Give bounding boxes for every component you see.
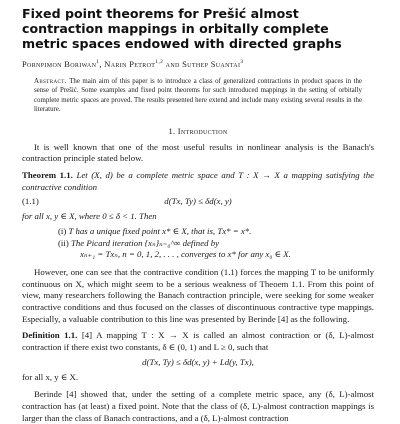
- theorem-statement: Let (X, d) be a complete metric space and T : X → X a mapping satisfying the contractive condition: [22, 170, 375, 192]
- author-affiliation: 3: [240, 59, 244, 66]
- definition-label: Definition 1.1.: [22, 330, 78, 341]
- equation: d(Tx, Ty) ≤ δd(x, y): [164, 196, 232, 207]
- theorem-item: [22, 238, 374, 250]
- definition-condition: for all x, y ∈ X.: [22, 371, 79, 382]
- definition-block: [22, 330, 374, 353]
- item-text: T has a unique fixed point x* ∈ X, that is, Tx* = x*.: [68, 225, 252, 236]
- paper-body: [22, 142, 374, 424]
- equation-number: (1.1): [22, 196, 39, 207]
- paper-title: Fixed point theorems for Prešić almost contraction mappings in orbitally complete metric spaces endowed with directed graphs: [22, 6, 342, 51]
- item-text: The Picard iteration {xₙ}ₙ₌₀^∞ defined by: [70, 237, 220, 248]
- body-paragraph: However, one can see that the contractive condition (1.1) forces the mapping T to be uniformly continuous on X, which might seem to be a serious weakness of Theoem 1.1. From this point of view, many researchers following the Banach contraction principle, were seeking for some weaker contractive conditions and thus focused on the classes of discontinuous contractive type mappings. Especially, a valuable contribution to this line was presented by Berinde [4] as the following.: [22, 266, 374, 324]
- section-heading: 1. Introduction: [168, 126, 228, 136]
- definition-text: [4] A mapping T : X → X is called an almost contraction or (δ, L)-almost contraction if there exist two constants, δ ∈ (0, 1) and L ≥ 0, such that: [22, 330, 375, 353]
- author-name: Suthep Suantai: [182, 60, 241, 69]
- theorem-block: [22, 170, 374, 193]
- equation: d(Tx, Ty) ≤ δd(x, y) + Ld(y, Tx),: [142, 356, 254, 367]
- item-number: (i): [58, 225, 67, 236]
- author-name: Pornpimon Boriwan: [22, 60, 97, 69]
- theorem-item: [22, 226, 374, 238]
- equation-row: [22, 196, 374, 208]
- abstract: [22, 77, 374, 115]
- abstract-label: Abstract.: [34, 78, 67, 85]
- theorem-condition: for all x, y ∈ X, where 0 ≤ δ < 1. Then: [22, 211, 157, 222]
- author-list: Pornpimon Boriwan$^1$, Narin Petrot$^{1,2}$ and Suthep Suantai$^3$: [22, 59, 244, 69]
- body-paragraph: Berinde [4] showed that, under the setting of a complete metric space, any (δ, L)-almost contraction has (at least) a fixed point. Note that the class of (δ, L)-almost contraction mappings is larger than the class of Banach contractions, and a (δ, L)-almost contraction: [22, 389, 374, 423]
- author-affiliation: 1: [96, 59, 100, 66]
- author-name: Narin Petrot: [104, 60, 156, 69]
- author-affiliation: 1,2: [155, 59, 164, 66]
- abstract-text: The main aim of this paper is to introduce a class of generalized contractions in product spaces in the sense of Prešić. Some examples and fixed point theorems for such introduced mappings in the setting of orbitally complete metric spaces are proved. The results presented here extend and include many existing several results in the literature.: [34, 78, 362, 114]
- theorem-label: Theorem 1.1.: [22, 170, 73, 181]
- intro-paragraph: It is well known that one of the most useful results in nonlinear analysis is the Banach's contraction principle stated below.: [22, 141, 374, 164]
- item-number: (ii): [58, 237, 69, 248]
- theorem-item-continuation: xₙ₊₁ = Txₙ, n = 0, 1, 2, . . . , converges to x* for any x₀ ∈ X.: [80, 249, 291, 260]
